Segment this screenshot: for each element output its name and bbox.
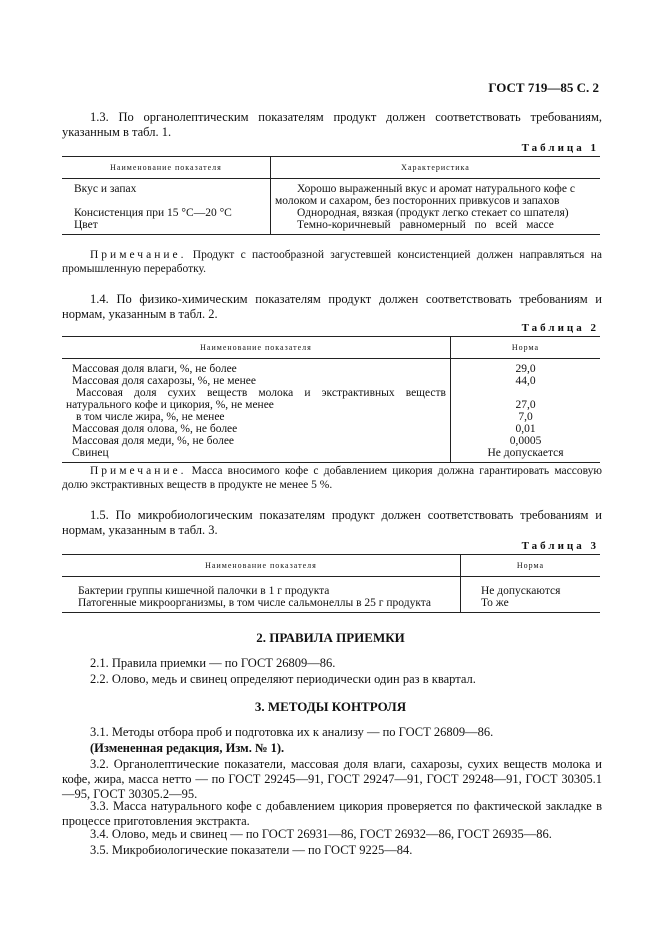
table2-cell: Массовая доля меди, %, не более: [72, 435, 235, 447]
table2-cell: Свинец: [62, 447, 451, 463]
table3-cell: Бактерии группы кишечной палочки в 1 г продукта: [78, 585, 330, 597]
paragraph-1-4: 1.4. По физико-химическим показателям продукт должен соответствовать требованиям и нормам, указанным в табл. 2.: [62, 292, 602, 321]
note-text: Масса вносимого кофе с добавлением цикория должна гарантировать массовую долю экстрактивных веществ в продукте не менее 5 %.: [62, 465, 602, 491]
note-label: Примечание.: [90, 249, 187, 261]
table2-cell: 7,0: [451, 411, 601, 423]
table3-caption: Таблица 3: [521, 540, 599, 552]
paragraph-1-5: 1.5. По микробиологическим показателям продукт должен соответствовать требованиям и нормам, указанным в табл. 3.: [62, 508, 602, 537]
table2-cell: в том числе жира, %, не менее: [76, 411, 225, 423]
note-text: Продукт с пастообразной загустевшей консистенцией должен направляться на промышленную переработку.: [62, 249, 602, 275]
paragraph-3-1: 3.1. Методы отбора проб и подготовка их к анализу — по ГОСТ 26809—86.: [90, 725, 494, 739]
table1-cell: Хорошо выраженный вкус и аромат натурального кофе с молоком и сахаром, без посторонних привкусов и запахов: [271, 179, 601, 208]
table1-cell: Темно-коричневый равномерный по всей массе: [271, 219, 601, 235]
table-row: [62, 435, 600, 447]
table-row: [62, 423, 600, 435]
table2-header: Наименование показателя: [62, 337, 451, 359]
table-1: [62, 156, 600, 235]
paragraph-1-3: 1.3. По органолептическим показателям продукт должен соответствовать требованиям, указанным в табл. 1.: [62, 110, 602, 139]
table2-cell: 29,0: [451, 359, 601, 376]
table2-cell: Массовая доля олова, %, не более: [72, 423, 238, 435]
table2-cell: 44,0: [451, 375, 601, 387]
table2-cell: 27,0: [451, 387, 601, 411]
table-3: [62, 554, 600, 613]
paragraph-2-1: 2.1. Правила приемки — по ГОСТ 26809—86.: [90, 656, 336, 670]
table2-cell: 0,0005: [451, 435, 601, 447]
table2-cell: Массовая доля сахарозы, %, не менее: [72, 375, 256, 387]
paragraph-3-2: 3.2. Органолептические показатели, массовая доля влаги, сахарозы, сухих веществ молока и кофе, жира, масса нетто — по ГОСТ 29245—91, ГОСТ 29247—91, ГОСТ 29248—91, ГОСТ 30305.1—95, ГОСТ 30305.2—95.: [62, 757, 602, 801]
note-label: Примечание.: [90, 465, 187, 477]
table2-header: Норма: [451, 337, 601, 359]
table-row: [62, 207, 600, 219]
note-1: [62, 248, 602, 276]
table1-cell: Цвет: [62, 219, 271, 235]
table1-header: Характеристика: [271, 157, 601, 179]
table3-header: Норма: [461, 555, 601, 577]
table2-cell: Не допускается: [451, 447, 601, 463]
table2-caption: Таблица 2: [521, 322, 599, 334]
table-row: [62, 447, 600, 463]
table3-cell: Патогенные микроорганизмы, в том числе сальмонеллы в 25 г продукта: [62, 597, 461, 613]
table3-cell: То же: [461, 597, 601, 613]
table1-cell: Консистенция при 15 °С—20 °С: [74, 207, 232, 219]
table-row: [62, 577, 600, 598]
table-row: [62, 219, 600, 235]
table-row: [62, 375, 600, 387]
paragraph-3-4: 3.4. Олово, медь и свинец — по ГОСТ 26931—86, ГОСТ 26932—86, ГОСТ 26935—86.: [90, 827, 552, 841]
table-2: [62, 336, 600, 463]
table-row: [62, 411, 600, 423]
table2-cell: Массовая доля влаги, %, не более: [72, 363, 237, 375]
table1-cell: Вкус и запах: [74, 183, 137, 195]
page-header: ГОСТ 719—85 С. 2: [488, 80, 599, 95]
section-2-title: 2. ПРАВИЛА ПРИЕМКИ: [256, 630, 405, 645]
paragraph-3-3: 3.3. Масса натурального кофе с добавлением цикория проверяется по фактической закладке в процессе приготовления экстракта.: [62, 799, 602, 828]
table2-cell: Массовая доля сухих веществ молока и экстрактивных веществ натурального кофе и цикория, %, не менее: [66, 387, 446, 411]
amendment-note: (Измененная редакция, Изм. № 1).: [90, 741, 285, 755]
table3-header: Наименование показателя: [62, 555, 461, 577]
paragraph-3-5: 3.5. Микробиологические показатели — по ГОСТ 9225—84.: [90, 843, 413, 857]
note-2: [62, 464, 602, 492]
table-row: [62, 179, 600, 208]
table-row: [62, 597, 600, 613]
table2-cell: 0,01: [451, 423, 601, 435]
table3-cell: Не допускаются: [461, 577, 601, 598]
table-row: [62, 387, 600, 411]
paragraph-2-2: 2.2. Олово, медь и свинец определяют периодически один раз в квартал.: [90, 672, 476, 686]
table1-header: Наименование показателя: [62, 157, 271, 179]
section-3-title: 3. МЕТОДЫ КОНТРОЛЯ: [254, 699, 407, 714]
table-row: [62, 359, 600, 376]
table1-cell: Однородная, вязкая (продукт легко стекает со шпателя): [271, 207, 601, 219]
table1-caption: Таблица 1: [521, 142, 599, 154]
